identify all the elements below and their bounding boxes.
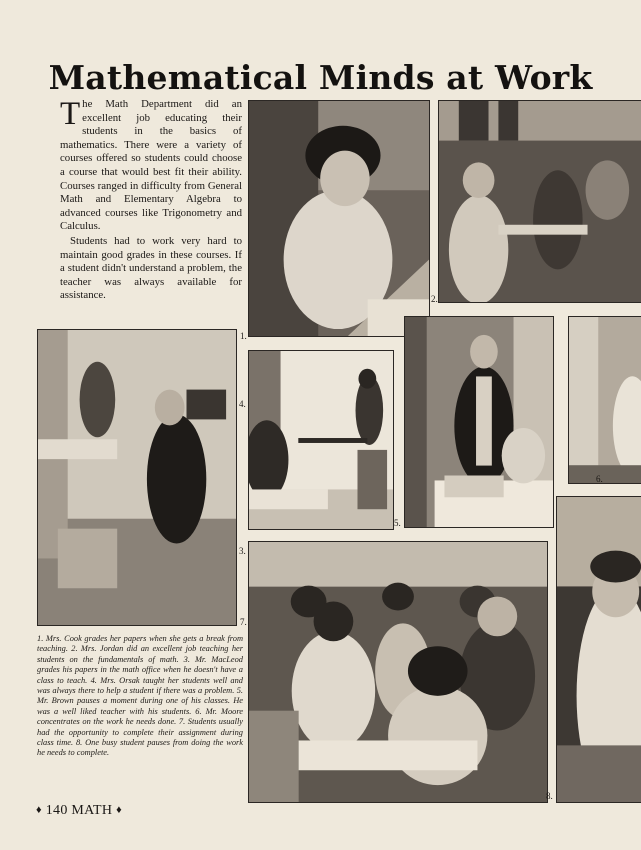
photo-1 — [248, 100, 430, 337]
photo-8 — [556, 496, 641, 803]
photo-number-6: 6. — [596, 474, 603, 484]
photo-7 — [248, 541, 548, 803]
photo-4 — [248, 350, 394, 530]
drop-cap: T — [60, 96, 81, 132]
photo-6 — [568, 316, 641, 484]
page-title: Mathematical Minds at Work — [48, 58, 593, 97]
diamond-left-icon: ♦ — [36, 804, 42, 816]
photo-5 — [404, 316, 554, 528]
folio-text: 140 MATH — [45, 803, 113, 818]
photo-3 — [37, 329, 237, 626]
photo-2 — [438, 100, 641, 303]
intro-paragraph-1-text: he Math Department did an excellent job educating their students in the basics of mathematics. There were a variety of courses offered so students could choose a course that would best fit their ability. Courses ranged in difficulty from General Math and Elementary Algebra to advanced courses like Trigonometry and Calculus. — [60, 98, 242, 233]
page-folio — [36, 803, 122, 819]
photo-captions: 1. Mrs. Cook grades her papers when she gets a break from teaching. 2. Mrs. Jordan did an excellent job teaching her students on the fundamentals of math. 3. Mr. MacLeod grades his papers in the math office when he doesn't have a class to teach. 4. Mrs. Orsak taught her students well and was always there to help a student if there was a problem. 5. Mr. Brown pauses a moment during one of his classes. He was a well liked teacher with his students. 6. Mr. Moore concentrates on the work he needs done. 7. Students usually had the opportunity to complete their assignment during class time. 8. One busy student pauses from doing the work he needs to complete. — [37, 634, 243, 758]
photo-number-2: 2. — [431, 294, 438, 304]
photo-number-4: 4. — [239, 399, 246, 409]
photo-number-7: 7. — [240, 617, 247, 627]
photo-number-1: 1. — [240, 331, 247, 341]
photo-number-5: 5. — [394, 518, 401, 528]
intro-text — [60, 98, 242, 303]
intro-paragraph-2: Students had to work very hard to maintain good grades in these courses. If a student didn't understand a problem, the teacher was always available for assistance. — [60, 234, 242, 302]
photo-number-3: 3. — [239, 546, 246, 556]
photo-number-8: 8. — [546, 791, 553, 801]
intro-paragraph-1 — [60, 98, 242, 234]
diamond-right-icon: ♦ — [116, 804, 123, 816]
